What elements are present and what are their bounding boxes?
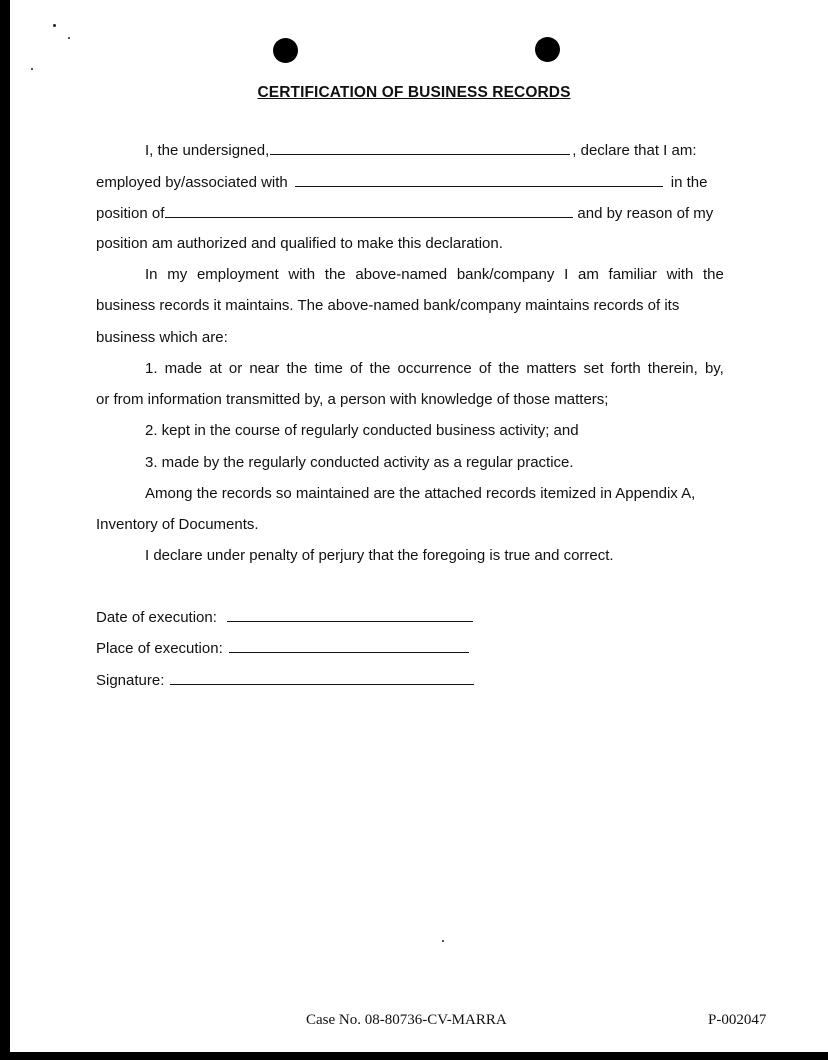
position-blank[interactable] — [165, 203, 573, 218]
intro-line-3-start: position of — [96, 205, 165, 222]
para2-word: my — [167, 266, 188, 283]
para3-line-1: Among the records so maintained are the attached records itemized in Appendix A, — [145, 485, 696, 502]
scan-speck — [442, 940, 444, 942]
item1-word: therein, — [647, 360, 698, 377]
place-of-execution-row — [96, 638, 469, 659]
place-of-execution-blank[interactable] — [229, 638, 469, 653]
para2-word: bank/company — [456, 266, 555, 283]
signature-blank[interactable] — [170, 670, 474, 685]
signature-label: Signature: — [96, 672, 165, 689]
item1-word: time — [314, 360, 343, 377]
page-id: P-002047 — [708, 1012, 767, 1028]
item1-word: forth — [610, 360, 641, 377]
para2-line-3: business which are: — [96, 329, 228, 346]
para2-word: with — [288, 266, 316, 283]
item1-word: near — [249, 360, 280, 377]
punch-hole-left — [273, 38, 298, 63]
scan-speck — [31, 68, 33, 70]
para2-word: employment — [196, 266, 279, 283]
item1-word: made — [164, 360, 203, 377]
intro-line-2-end: in the — [670, 174, 708, 191]
date-of-execution-label: Date of execution: — [96, 609, 217, 626]
intro-line-1-start: I, the undersigned, — [145, 142, 270, 159]
scan-speck — [68, 37, 70, 39]
item1-word: the — [498, 360, 520, 377]
place-of-execution-label: Place of execution: — [96, 640, 223, 657]
item3-text: 3. made by the regularly conducted activity as a regular practice. — [145, 454, 574, 471]
item1-word: occurrence — [397, 360, 472, 377]
scan-edge-bottom — [0, 1052, 828, 1060]
item1-word: set — [583, 360, 604, 377]
document-title: CERTIFICATION OF BUSINESS RECORDS — [257, 84, 571, 101]
item1-word: at — [209, 360, 222, 377]
item1-word: the — [286, 360, 308, 377]
item1-word: matters — [526, 360, 577, 377]
scan-speck — [53, 24, 56, 27]
item1-word: of — [349, 360, 363, 377]
intro-line-3 — [96, 203, 724, 224]
para2-word: familiar — [608, 266, 657, 283]
item1-word: or — [228, 360, 243, 377]
name-blank[interactable] — [270, 140, 570, 155]
case-number: Case No. 08-80736-CV-MARRA — [306, 1012, 507, 1028]
intro-line-4: position am authorized and qualified to make this declaration. — [96, 235, 503, 252]
para2-word: with — [666, 266, 694, 283]
declaration-text: I declare under penalty of perjury that the foregoing is true and correct. — [145, 547, 614, 564]
intro-line-2 — [96, 172, 724, 193]
item1-word: 1. — [145, 360, 158, 377]
item1-word: of — [478, 360, 492, 377]
signature-row — [96, 670, 474, 691]
intro-line-2-start: employed by/associated with — [96, 174, 288, 191]
para2-line-2: business records it maintains. The above-named bank/company maintains records of its — [96, 297, 680, 314]
item2-text: 2. kept in the course of regularly conducted business activity; and — [145, 422, 579, 439]
punch-hole-right — [535, 37, 560, 62]
para2-word: I — [564, 266, 569, 283]
item1-word: by, — [704, 360, 724, 377]
para3-line-2: Inventory of Documents. — [96, 516, 259, 533]
para2-word: the — [703, 266, 724, 283]
date-of-execution-blank[interactable] — [227, 607, 473, 622]
para2-word: In — [145, 266, 158, 283]
para2-word: the — [324, 266, 346, 283]
item1-line-1 — [145, 359, 724, 379]
intro-line-1 — [96, 140, 724, 161]
intro-line-1-end: , declare that I am: — [572, 142, 697, 159]
scan-edge-left — [0, 0, 10, 1060]
intro-line-3-end: and by reason of my — [577, 205, 714, 222]
employer-blank[interactable] — [295, 172, 663, 187]
para2-line-1 — [145, 265, 724, 285]
para2-word: am — [577, 266, 599, 283]
date-of-execution-row — [96, 607, 473, 628]
item1-line-2: or from information transmitted by, a person with knowledge of those matters; — [96, 391, 609, 408]
para2-word: above-named — [355, 266, 448, 283]
item1-word: the — [369, 360, 391, 377]
